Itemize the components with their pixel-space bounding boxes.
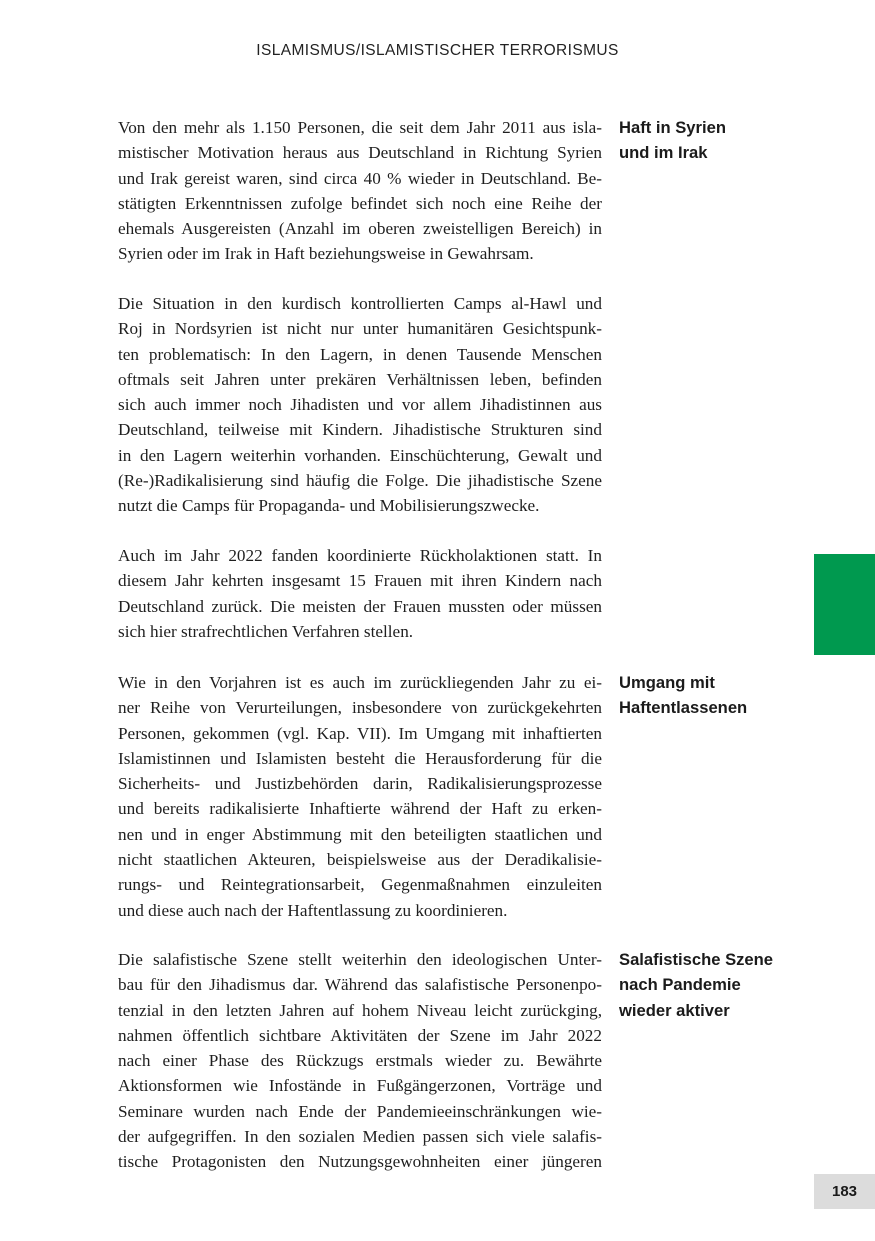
text-line: Sicherheits- und Justizbehörden darin, Radikalisierungsprozesse — [118, 774, 602, 794]
text-line: Aktionsformen wie Infostände in Fußgängerzonen, Vorträge und — [118, 1076, 602, 1096]
text-line: nicht staatlichen Akteuren, beispielsweise aus der Deradikalisie- — [118, 850, 602, 870]
text-line: tische Protagonisten den Nutzungsgewohnheiten einer jüngeren — [118, 1152, 602, 1172]
text-line: ten problematisch: In den Lagern, in denen Tausende Menschen — [118, 344, 602, 364]
text-line: Die Situation in den kurdisch kontrollierten Camps al-Hawl und — [118, 294, 602, 313]
text-line: ehemals Ausgereisten (Anzahl im oberen zweistelligen Bereich) in — [118, 219, 602, 239]
text-line: Die salafistische Szene stellt weiterhin den ideologischen Unter- — [118, 950, 602, 969]
text-line: und Irak gereist waren, sind circa 40 % wieder in Deutschland. Be- — [118, 168, 602, 188]
margin-heading-line: Haft in Syrien — [619, 118, 726, 137]
margin-heading-line: Umgang mit — [619, 673, 715, 692]
text-line: sich hier strafrechtlichen Verfahren stellen. — [118, 621, 414, 641]
margin-heading-haft — [619, 115, 859, 166]
margin-heading-line: Salafistische Szene — [619, 950, 774, 969]
page-number-box — [814, 1174, 875, 1209]
text-line: und bereits radikalisierte Inhaftierte während der Haft zu erken- — [118, 799, 602, 819]
margin-heading-line: wieder aktiver — [619, 1000, 730, 1020]
text-line: Roj in Nordsyrien ist nicht nur unter humanitären Gesichtspunk- — [118, 319, 602, 339]
paragraph-salafistische-szene — [118, 947, 602, 1175]
margin-heading-line: und im Irak — [619, 143, 708, 163]
text-line: stätigten Erkenntnissen zufolge befindet sich noch eine Reihe der — [118, 193, 602, 213]
text-line: der aufgegriffen. In den sozialen Medien passen sich viele salafis- — [118, 1127, 602, 1147]
running-header: ISLAMISMUS/ISLAMISTISCHER TERRORISMUS — [256, 42, 619, 59]
text-line: (Re-)Radikalisierung sind häufig die Folge. Die jihadistische Szene — [118, 471, 602, 491]
body-paragraph — [118, 947, 602, 1175]
text-line: sich auch immer noch Jihadisten und vor allem Jihadistinnen aus — [118, 395, 602, 415]
text-line: rungs- und Reintegrationsarbeit, Gegenmaßnahmen einzuleiten — [118, 875, 602, 895]
text-line: bau für den Jihadismus dar. Während das salafistische Personenpo- — [118, 975, 602, 995]
text-line: diesem Jahr kehrten insgesamt 15 Frauen mit ihren Kindern nach — [118, 571, 602, 591]
text-line: tenzial in den letzten Jahren auf hohem Niveau leicht zurückging, — [118, 1000, 602, 1020]
text-line: Seminare wurden nach Ende der Pandemieeinschränkungen wie- — [118, 1101, 602, 1121]
paragraph-umgang — [118, 670, 602, 923]
text-line: Syrien oder im Irak in Haft beziehungsweise in Gewahrsam. — [118, 244, 534, 264]
body-paragraph — [118, 670, 602, 923]
text-line: nen und in enger Abstimmung mit den beteiligten staatlichen und — [118, 824, 602, 844]
body-paragraph — [118, 543, 602, 644]
text-line: nach einer Phase des Rückzugs erstmals wieder zu. Bewährte — [118, 1051, 602, 1071]
text-line: Personen, gekommen (vgl. Kap. VII). Im Umgang mit inhaftierten — [118, 723, 602, 743]
text-line: und diese auch nach der Haftentlassung zu koordinieren. — [118, 900, 508, 920]
body-paragraph — [118, 291, 602, 519]
text-line: Auch im Jahr 2022 fanden koordinierte Rückholaktionen statt. In — [118, 546, 602, 565]
text-line: mistischer Motivation heraus aus Deutschland in Richtung Syrien — [118, 143, 602, 163]
text-line: nutzt die Camps für Propaganda- und Mobilisierungszwecke. — [118, 496, 540, 516]
paragraph-haft-in-syrien — [118, 115, 602, 267]
margin-heading-line: Haftentlassenen — [619, 698, 748, 718]
margin-heading-salafistisch — [619, 947, 859, 1023]
text-line: ner Reihe von Verurteilungen, insbesondere von zurückgekehrten — [118, 698, 602, 718]
margin-heading-umgang — [619, 670, 859, 721]
text-line: Von den mehr als 1.150 Personen, die seit dem Jahr 2011 aus isla- — [118, 118, 602, 137]
text-line: Deutschland zurück. Die meisten der Frauen mussten oder müssen — [118, 596, 602, 616]
page-number: 183 — [831, 1183, 858, 1200]
margin-heading-line: nach Pandemie — [619, 975, 741, 995]
paragraph-camps — [118, 291, 602, 519]
body-paragraph — [118, 115, 602, 267]
text-line: Deutschland, teilweise mit Kindern. Jihadistische Strukturen sind — [118, 420, 602, 440]
text-line: in den Lagern weiterhin vorhanden. Einschüchterung, Gewalt und — [118, 445, 602, 465]
text-line: Wie in den Vorjahren ist es auch im zurückliegenden Jahr zu ei- — [118, 673, 602, 692]
text-line: Islamistinnen und Islamisten besteht die Herausforderung für die — [118, 748, 602, 768]
chapter-tab-marker — [814, 554, 875, 655]
text-line: oftmals seit Jahren unter prekären Verhältnissen leben, befinden — [118, 369, 602, 389]
text-line: nahmen öffentlich sichtbare Aktivitäten der Szene im Jahr 2022 — [118, 1025, 602, 1045]
paragraph-rueckholaktionen — [118, 543, 602, 644]
